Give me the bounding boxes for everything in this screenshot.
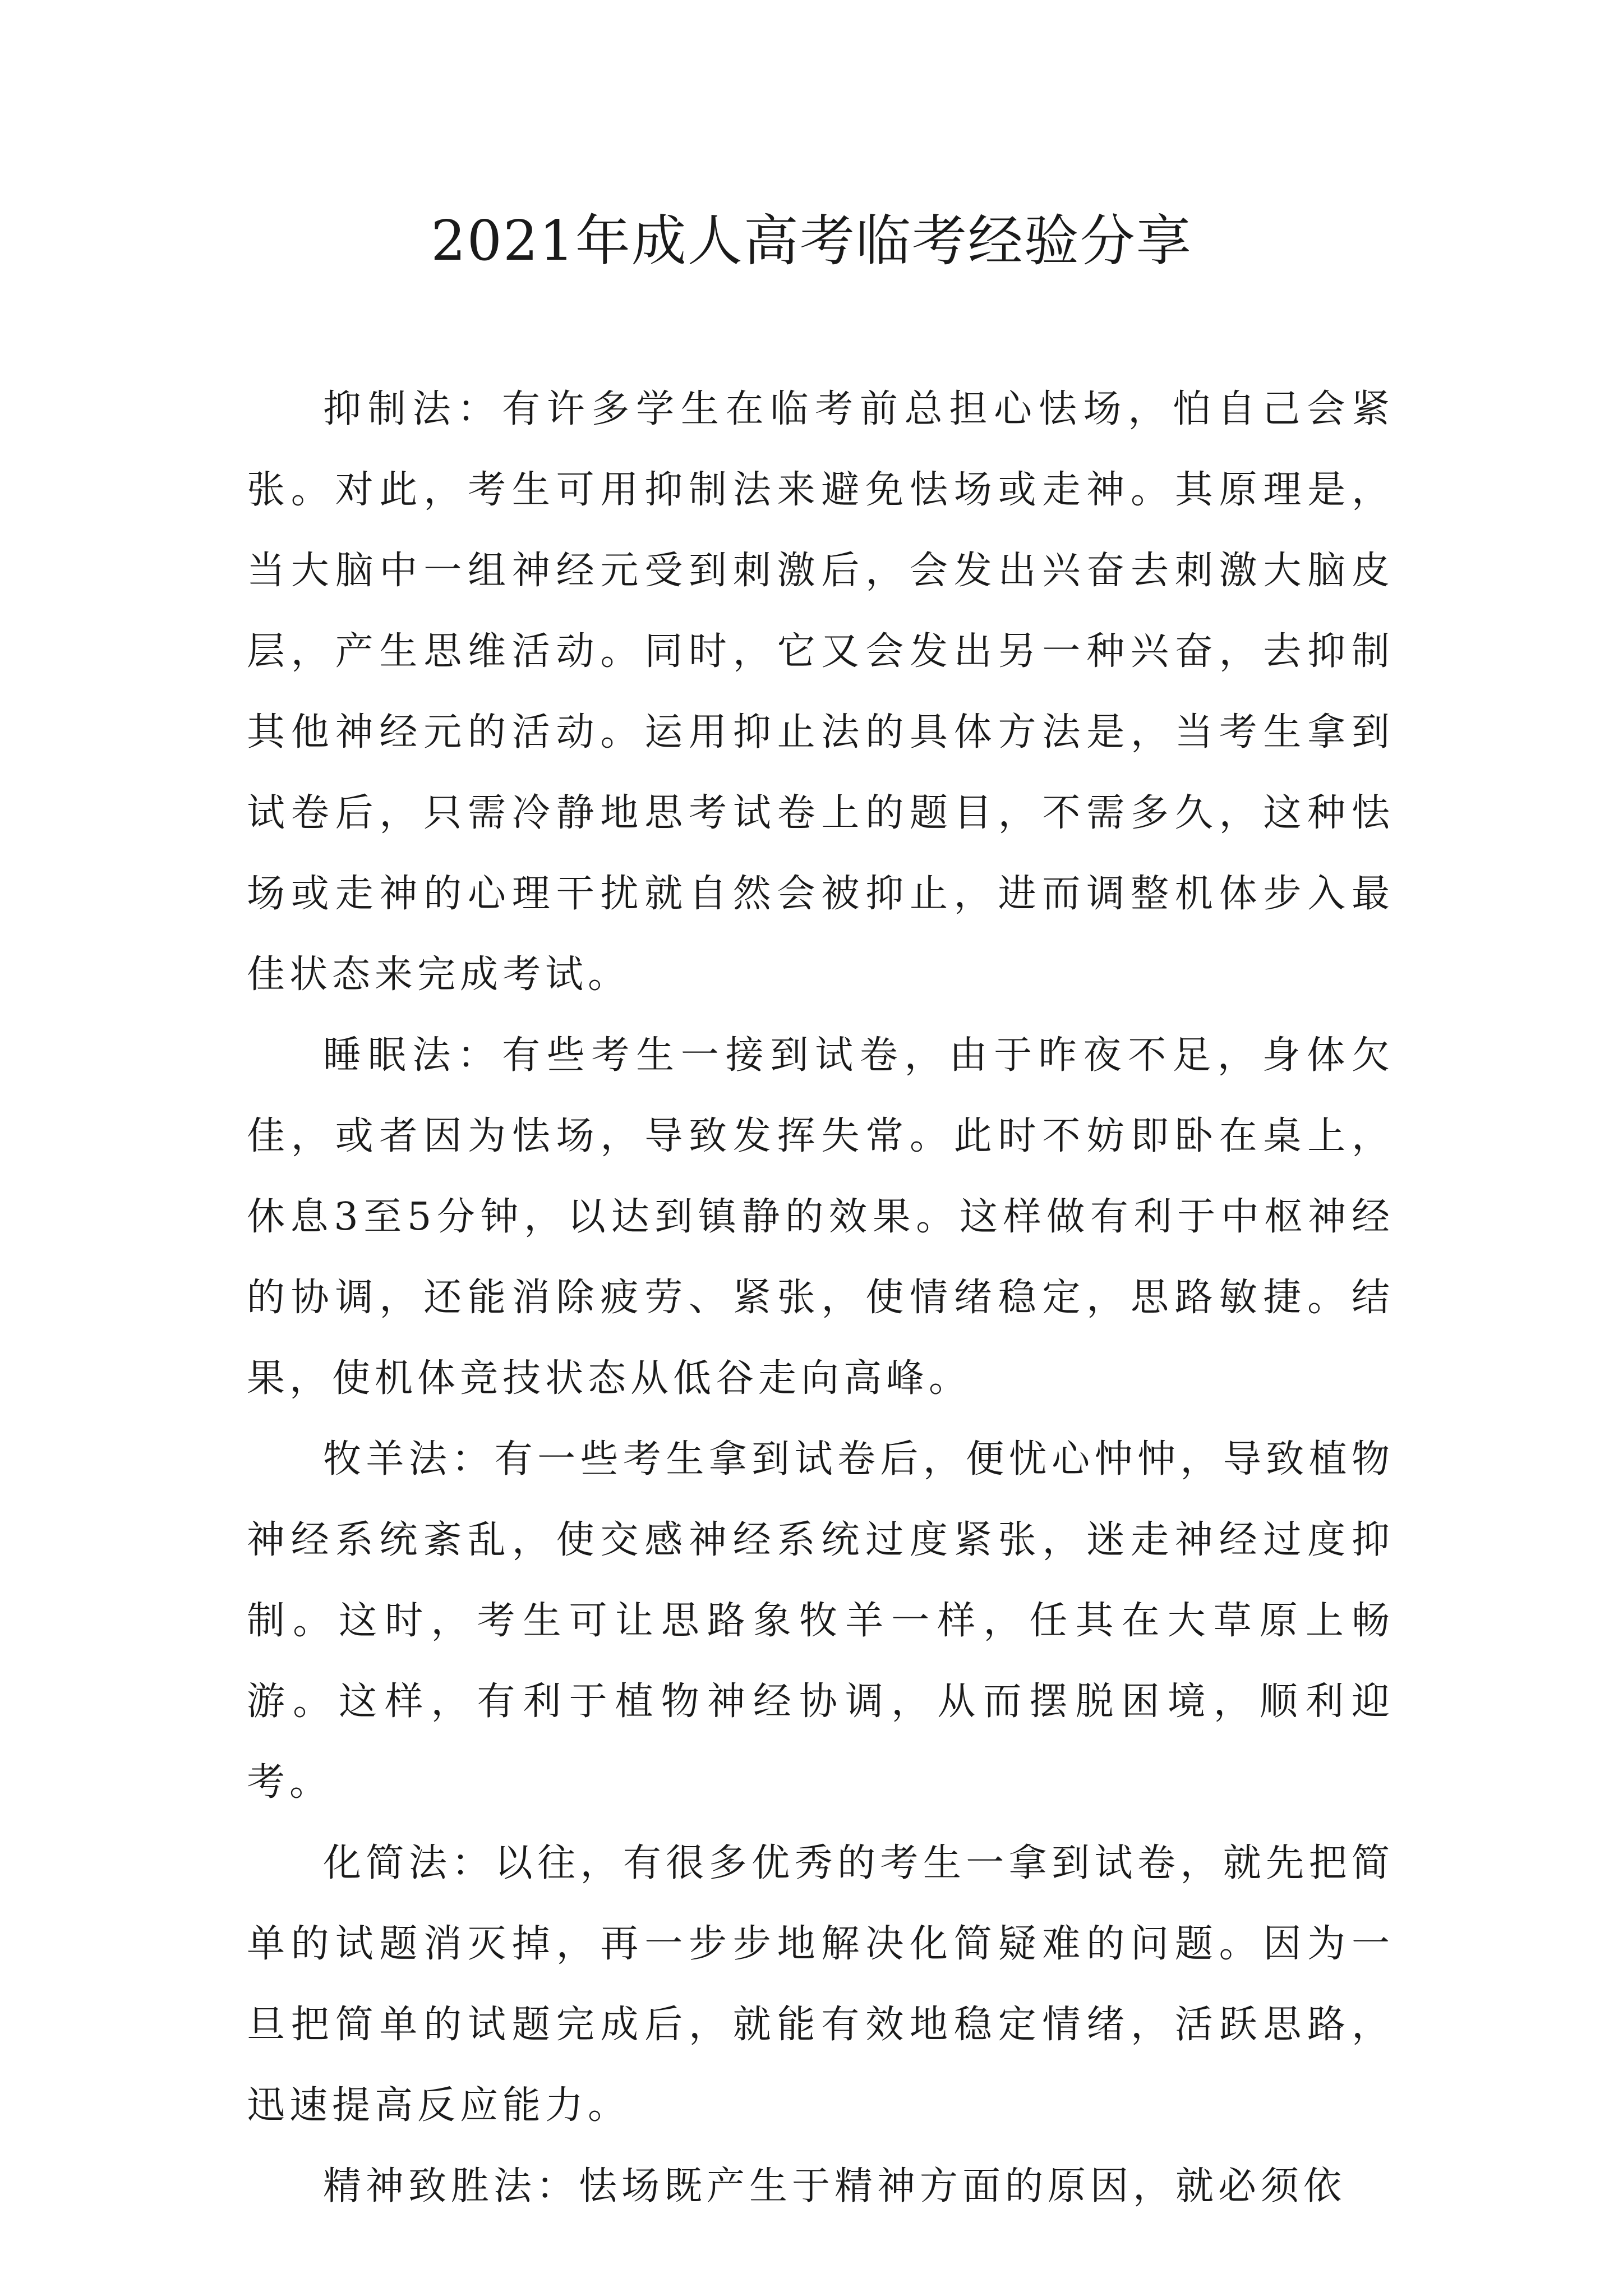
paragraph-suppression-method: 抑制法：有许多学生在临考前总担心怯场，怕自己会紧张。对此，考生可用抑制法来避免怯场或走神。其原理是，当大脑中一组神经元受到刺激后，会发出兴奋去刺激大脑皮层，产生思维活动。同时，它又会发出另一种兴奋，去抑制其他神经元的活动。运用抑止法的具体方法是，当考生拿到试卷后，只需冷静地思考试卷上的题目，不需多久，这种怯场或走神的心理干扰就自然会被抑止，进而调整机体步入最佳状态来完成考试。 [247, 387, 1394, 997]
paragraph-shepherd-method: 牧羊法：有一些考生拿到试卷后，便忧心忡忡，导致植物神经系统紊乱，使交感神经系统过度紧张，迷走神经过度抑制。这时，考生可让思路象牧羊一样，任其在大草原上畅游。这样，有利于植物神经协调，从而摆脱困境，顺利迎考。 [247, 1437, 1394, 1805]
paragraph-sleep-method: 睡眠法：有些考生一接到试卷，由于昨夜不足，身体欠佳，或者因为怯场，导致发挥失常。此时不妨即卧在桌上，休息3至5分钟，以达到镇静的效果。这样做有利于中枢神经的协调，还能消除疲劳、紧张，使情绪稳定，思路敏捷。结果，使机体竞技状态从低谷走向高峰。 [247, 1033, 1394, 1401]
paragraph-simplify-method: 化简法：以往，有很多优秀的考生一拿到试卷，就先把简单的试题消灭掉，再一步步地解决化简疑难的问题。因为一旦把简单的试题完成后，就能有效地稳定情绪，活跃思路，迅速提高反应能力。 [247, 1841, 1394, 2128]
paragraph-spirit-method: 精神致胜法：怯场既产生于精神方面的原因，就必须依 [323, 2164, 1347, 2208]
document-body [247, 369, 1394, 2227]
document-title: 2021年成人高考临考经验分享 [431, 209, 1192, 273]
